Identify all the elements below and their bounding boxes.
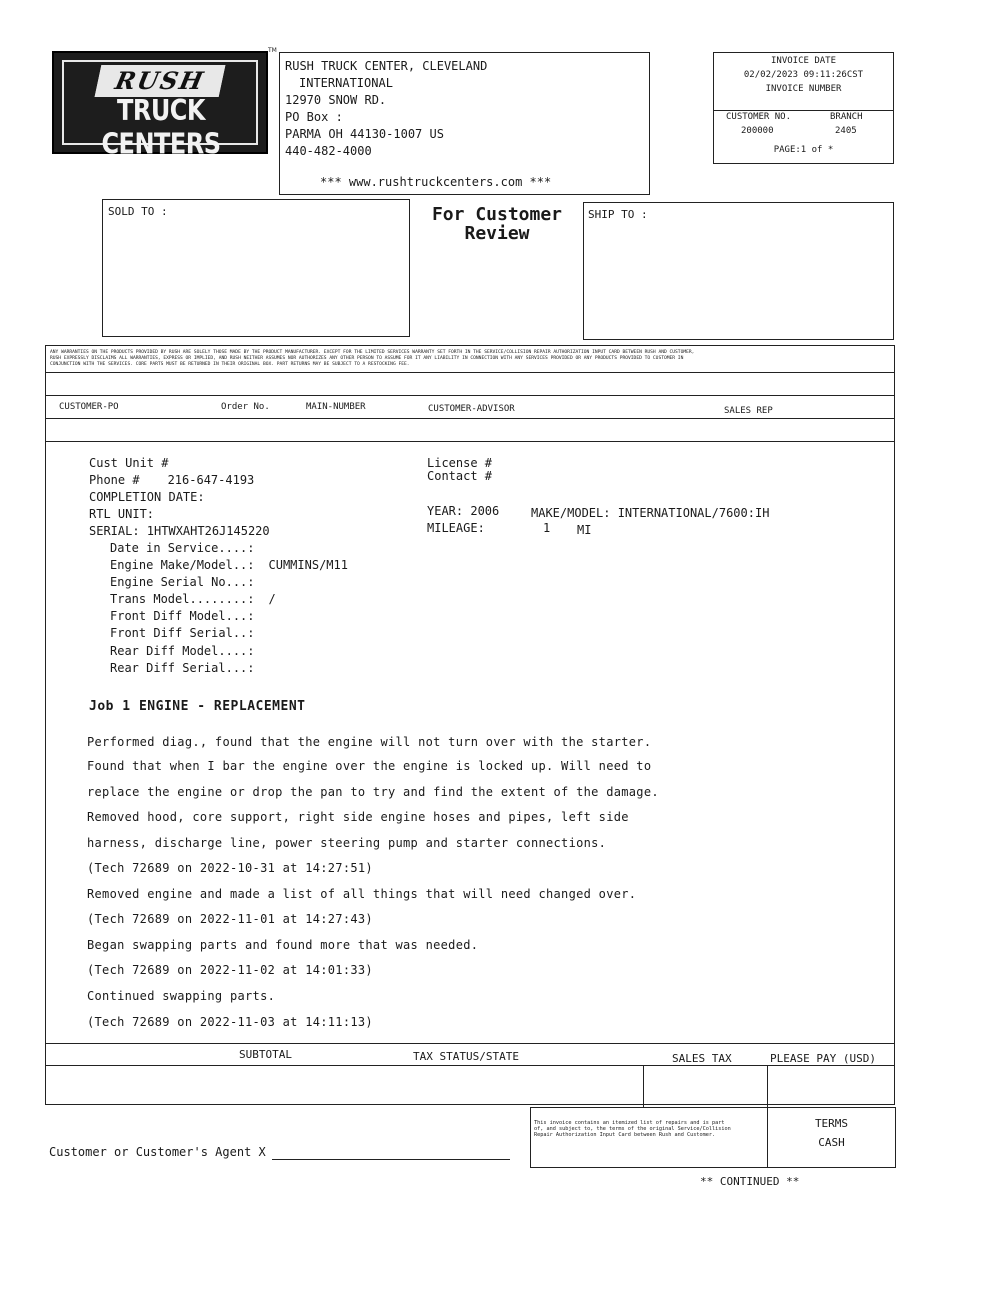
invoice-date-label: INVOICE DATE — [770, 56, 837, 66]
license-label: License # — [427, 456, 493, 470]
serial-number: SERIAL: 1HTWXAHT26J145220 — [89, 524, 270, 538]
tax-status-label: TAX STATUS/STATE — [413, 1050, 519, 1063]
sales-tax-label: SALES TAX — [672, 1052, 732, 1065]
for-customer-review-stamp — [413, 205, 581, 243]
review-line2: Review — [464, 223, 530, 244]
customer-po-header: CUSTOMER-PO — [59, 402, 119, 412]
job-note-line: Found that when I bar the engine over the engine is locked up. Will need to — [87, 759, 652, 773]
job-note-line: replace the engine or drop the pan to try and find the extent of the damage. — [87, 785, 659, 799]
job-note-line: (Tech 72689 on 2022-11-01 at 14:27:43) — [87, 912, 373, 926]
job-note-line: harness, discharge line, power steering pump and starter connections. — [87, 836, 607, 850]
customer-advisor-header: CUSTOMER-ADVISOR — [428, 404, 515, 414]
spec-label: Engine Make/Model..: — [110, 558, 255, 573]
divider — [45, 395, 895, 396]
job-note-line: Performed diag., found that the engine will not turn over with the starter. — [87, 735, 652, 749]
warranty-disclaimer — [50, 350, 892, 368]
mileage-label: MILEAGE: — [427, 521, 485, 535]
dealer-pobox: PO Box : — [285, 110, 343, 124]
sold-to-box — [102, 199, 410, 337]
spec-row — [110, 540, 348, 557]
itemized-line3: Repair Authorization Input Card between Rush and Customer. — [534, 1132, 716, 1138]
main-number-header: MAIN-NUMBER — [306, 402, 366, 412]
spec-label: Rear Diff Model....: — [110, 643, 255, 658]
phone-row — [89, 472, 270, 489]
logo-tagline: TRUCK CENTERS — [101, 93, 221, 161]
spec-value — [255, 661, 269, 675]
spec-row — [110, 643, 348, 660]
spec-row — [110, 660, 348, 677]
spec-label: Front Diff Serial..: — [110, 626, 255, 641]
branch-value: 2405 — [835, 126, 857, 136]
spec-value: / — [268, 592, 276, 607]
spec-row — [110, 591, 348, 608]
itemized-line2: of, and subject to, the terms of the original Service/Collision — [534, 1126, 731, 1132]
spec-row — [110, 608, 348, 625]
spec-value — [255, 644, 269, 658]
divider — [45, 418, 895, 419]
itemized-line1: This invoice contains an itemized list of repairs and is part — [534, 1120, 725, 1126]
ship-to-box — [583, 202, 894, 340]
spec-label: Rear Diff Serial...: — [110, 660, 255, 675]
disclaimer-line3: CONJUNCTION WITH THE SERVICES. CORE PARTS MUST BE RETURNED IN THEIR ORIGINAL BOX. PART RETURNS MAY BE SUBJECT TO A RESTOCKING FEE. — [50, 362, 410, 367]
spec-value — [255, 541, 269, 555]
dealer-city: PARMA OH 44130-1007 US — [285, 127, 444, 141]
dealer-name: RUSH TRUCK CENTER, CLEVELAND — [285, 59, 488, 73]
contact-label: Contact # — [427, 469, 493, 483]
spec-label: Trans Model........: — [110, 592, 255, 607]
order-no-header: Order No. — [221, 402, 270, 412]
spec-value — [255, 575, 269, 589]
terms-value: CASH — [818, 1136, 845, 1149]
spec-label: Front Diff Model...: — [110, 609, 255, 624]
job-note-line: Continued swapping parts. — [87, 989, 276, 1003]
disclaimer-line2: RUSH EXPRESSLY DISCLAIMS ALL WARRANTIES, EXPRESS OR IMPLIED, AND RUSH NEITHER ASSUMES NOR AUTHORIZES ANY OTHER PERSON TO ASSUME FOR IT ANY LIABILITY IN CONNECTION WITH ANY SERVICES PROVIDED OR ANY PRODUCTS PROVIDED TO CUSTOMER IN — [50, 356, 684, 361]
spec-row — [110, 574, 348, 591]
spec-label: Engine Serial No...: — [110, 575, 255, 590]
signature-label: Customer or Customer's Agent X — [49, 1145, 266, 1159]
ship-to-label: SHIP TO : — [588, 208, 648, 221]
job-note-line: Removed hood, core support, right side engine hoses and pipes, left side — [87, 810, 629, 824]
spec-value — [255, 609, 269, 623]
invoice-number-label: INVOICE NUMBER — [765, 84, 842, 94]
rush-logo — [52, 51, 268, 161]
divider — [45, 1043, 895, 1044]
phone-value: 216-647-4193 — [167, 473, 255, 487]
job-note-line: (Tech 72689 on 2022-10-31 at 14:27:51) — [87, 861, 373, 875]
spec-row — [110, 557, 348, 574]
divider — [45, 372, 895, 373]
mileage-value: 1 — [543, 521, 551, 535]
divider — [643, 1065, 644, 1107]
dealer-website: *** www.rushtruckcenters.com *** — [320, 175, 552, 189]
rtl-unit: RTL UNIT: — [89, 507, 155, 521]
branch-label: BRANCH — [830, 112, 863, 122]
job-title: Job 1 ENGINE - REPLACEMENT — [89, 699, 306, 714]
dealer-line2: INTERNATIONAL — [299, 76, 393, 90]
spec-label: Date in Service....: — [110, 541, 255, 555]
spec-value: CUMMINS/M11 — [268, 558, 348, 573]
trademark-mark: TM — [268, 47, 277, 54]
unit-info-right — [427, 457, 492, 483]
spec-row — [110, 625, 348, 642]
job-note-line: Removed engine and made a list of all things that will need changed over. — [87, 887, 637, 901]
disclaimer-line1: ANY WARRANTIES ON THE PRODUCTS PROVIDED BY RUSH ARE SOLELY THOSE MADE BY THE PRODUCT MANUFACTURER. EXCEPT FOR THE LIMITED SERVICES WARRANTY SET FORTH IN THE SERVICE/COLLISION REPAIR AUTHORIZATION INPUT CARD BETWEEN RUSH AND CUSTOMER, — [50, 350, 695, 355]
cust-unit: Cust Unit # — [89, 456, 169, 470]
sales-rep-header: SALES REP — [724, 406, 773, 416]
unit-info-left — [89, 455, 270, 540]
dealer-street: 12970 SNOW RD. — [285, 93, 387, 107]
invoice-date-value: 02/02/2023 09:11:26CST — [743, 70, 864, 80]
mileage-unit: MI — [577, 523, 592, 537]
make-model: MAKE/MODEL: INTERNATIONAL/7600:IH — [531, 506, 770, 520]
job-note-line: (Tech 72689 on 2022-11-03 at 14:11:13) — [87, 1015, 373, 1029]
year: YEAR: 2006 — [427, 504, 500, 518]
please-pay-label: PLEASE PAY (USD) — [770, 1052, 876, 1065]
completion-date: COMPLETION DATE: — [89, 490, 205, 504]
divider — [713, 110, 894, 111]
continued-label: ** CONTINUED ** — [700, 1175, 800, 1188]
sold-to-label: SOLD TO : — [108, 205, 168, 218]
divider — [45, 441, 895, 442]
customer-no-value: 200000 — [741, 126, 774, 136]
signature-line[interactable] — [272, 1159, 510, 1160]
job-note-line: (Tech 72689 on 2022-11-02 at 14:01:33) — [87, 963, 373, 977]
review-line1: For Customer — [431, 204, 563, 225]
itemized-notice — [534, 1120, 731, 1138]
logo-rush-word: RUSH — [95, 65, 226, 97]
terms-label: TERMS — [814, 1117, 849, 1130]
vehicle-specs — [110, 540, 348, 677]
phone-label: Phone # — [89, 473, 140, 487]
customer-no-label: CUSTOMER NO. — [726, 112, 792, 122]
dealer-phone: 440-482-4000 — [285, 144, 372, 158]
page-indicator: PAGE:1 of * — [773, 145, 834, 155]
subtotal-label: SUBTOTAL — [239, 1048, 292, 1061]
job-note-line: Began swapping parts and found more that was needed. — [87, 938, 479, 952]
dealer-address — [285, 58, 487, 160]
spec-value — [255, 626, 269, 640]
